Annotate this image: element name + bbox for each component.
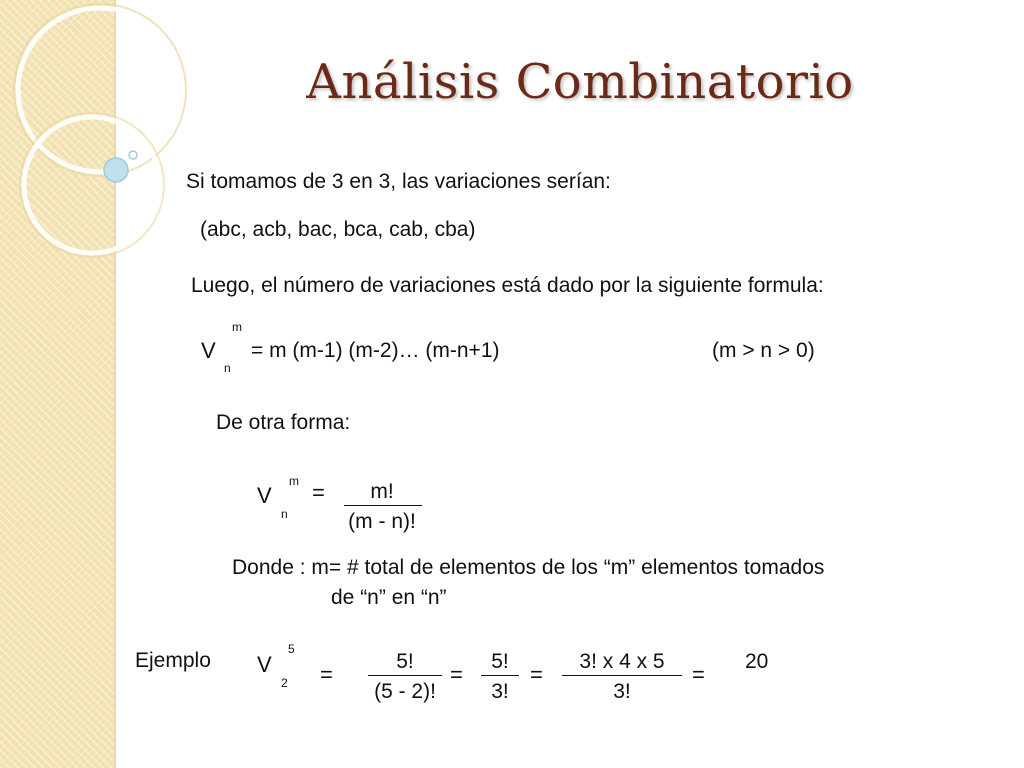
example-equals-1: =: [320, 662, 333, 687]
example-frac3-denominator: 3!: [613, 680, 631, 703]
formula1-rhs: = m (m-1) (m-2)… (m-n+1): [251, 339, 500, 362]
example-superscript: 5: [288, 642, 295, 656]
formula2-fraction-bar: [344, 505, 422, 506]
formula1-superscript: m: [232, 320, 242, 334]
formula2-v: V: [257, 483, 272, 508]
example-frac2-bar: [481, 675, 519, 676]
definition-line2: de “n” en “n”: [331, 586, 447, 609]
example-frac1-bar: [368, 675, 442, 676]
example-equals-2: =: [450, 662, 463, 687]
example-equals-3: =: [530, 662, 543, 687]
decorative-rings: [0, 0, 200, 320]
example-frac1-numerator: 5!: [396, 650, 414, 673]
definition-line1: Donde : m= # total de elementos de los “m” elementos tomados: [232, 556, 825, 579]
formula1-v: V: [201, 338, 216, 363]
example-frac2-denominator: 3!: [491, 680, 509, 703]
example-equals-4: =: [692, 662, 705, 687]
example-frac3-bar: [562, 675, 682, 676]
example-subscript: 2: [281, 676, 288, 690]
slide-title: Análisis Combinatorio: [306, 54, 854, 110]
formula1-condition: (m > n > 0): [712, 339, 815, 362]
intro-text: Si tomamos de 3 en 3, las variaciones serían:: [186, 170, 611, 193]
example-frac3-numerator: 3! x 4 x 5: [579, 650, 665, 673]
alternative-form-text: De otra forma:: [216, 411, 351, 434]
variations-list: (abc, acb, bac, bca, cab, cba): [200, 218, 476, 241]
formula2-subscript: n: [281, 507, 288, 521]
example-frac2-numerator: 5!: [491, 650, 509, 673]
formula-intro-text: Luego, el número de variaciones está dado por la siguiente formula:: [191, 274, 824, 297]
formula2-equals: =: [312, 480, 325, 505]
formula2-superscript: m: [289, 474, 299, 488]
example-result: 20: [745, 650, 769, 673]
formula1-subscript: n: [224, 361, 231, 375]
formula2-numerator: m!: [370, 480, 394, 503]
example-frac1-denominator: (5 - 2)!: [374, 680, 436, 703]
example-label: Ejemplo: [135, 649, 211, 672]
formula2-denominator: (m - n)!: [348, 510, 416, 533]
example-v: V: [257, 652, 272, 677]
